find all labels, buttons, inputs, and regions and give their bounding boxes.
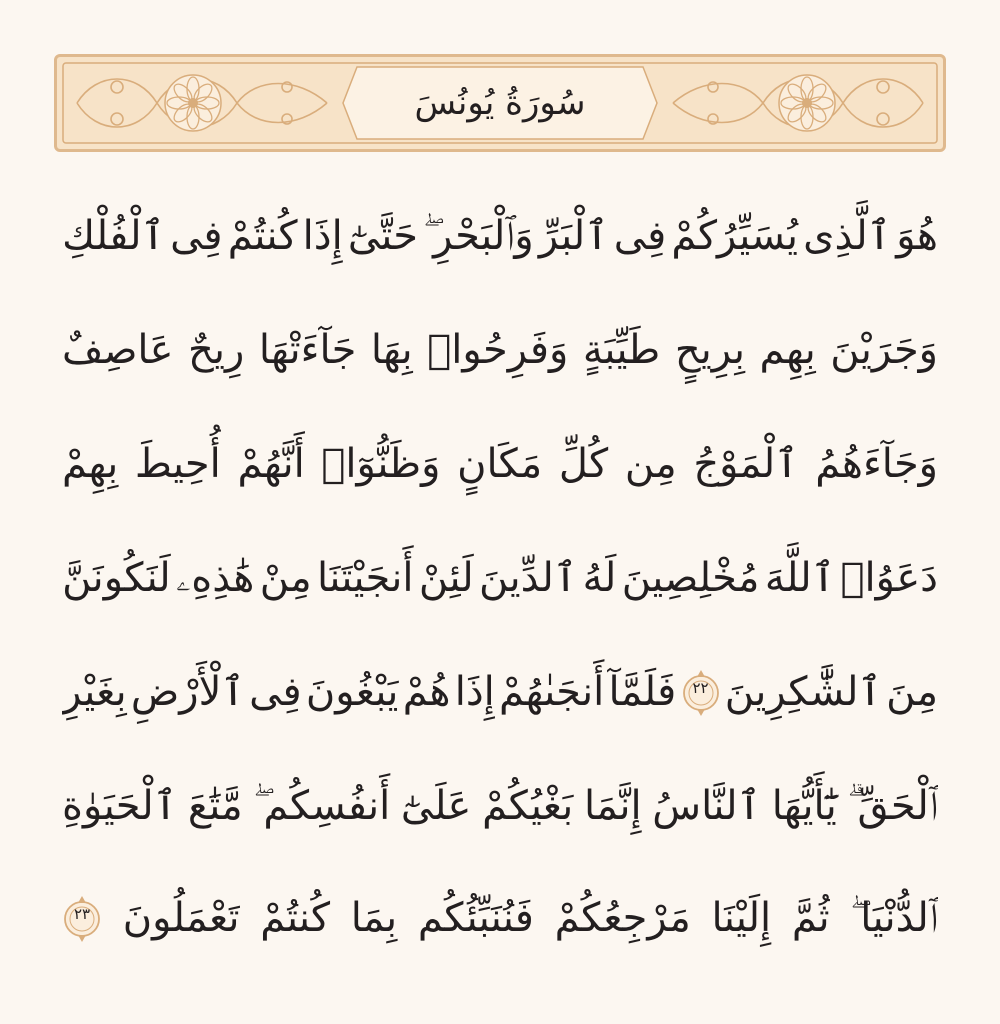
word: ٱلدِّينَ [479,555,578,601]
word: كُنتُمْ [260,895,331,941]
ayah-end-marker-icon [681,667,721,717]
word: ٱلْمَوْجُ [693,441,799,487]
word: أَنَّهُمْ [237,441,305,487]
word: لَئِنْ [418,555,474,601]
word: بِرِيحٍ [674,327,745,373]
word: ٱللَّهَ [764,555,836,601]
left-rosette-icon [165,75,221,131]
word: يَٰٓأَيُّهَا [771,783,837,829]
word: حَتَّىٰٓ [347,213,418,259]
surah-header-banner [54,54,946,152]
word: إِلَيْنَا [711,895,772,941]
text-line-3 [62,414,938,514]
word: كُلِّ [558,441,609,487]
word: ٱلْحَقِّ ۗ [847,783,938,829]
surah-title: سُورَةُ يُونُسَ [414,83,586,123]
word: مِن [624,441,677,487]
word: بَغْيُكُمْ [482,783,574,829]
word: لَهُ [582,555,617,601]
word: فِى [170,213,223,259]
word: ٱلدُّنْيَا ۖ [850,895,938,941]
word: بِهَا [370,327,413,373]
right-rosette-icon [779,75,835,131]
word: إِذَا [454,669,495,715]
word: مُخْلِصِينَ [621,555,760,601]
word: مَرْجِعُكُمْ [554,895,691,941]
word: فَنُنَبِّئُكُم [417,895,534,941]
word: تَعْمَلُونَ [122,895,240,941]
word: مَّتَٰعَ [187,783,243,829]
word: وَجَرَيْنَ [830,327,938,373]
text-line-6 [62,756,938,856]
word: عَاصِفٌ [62,327,174,373]
text-line-1 [62,186,938,286]
word: أُحِيطَ [134,441,221,487]
word: ثُمَّ [791,895,830,941]
word: بِمَا [350,895,398,941]
word: ٱلْحَيَوٰةِ [62,783,178,829]
word: بِهِم [759,327,816,373]
word: ٱلنَّاسُ [652,783,761,829]
ayah-end-marker-icon [62,893,102,943]
word: أَنفُسِكُم ۖ [253,783,391,829]
word: لَنَكُونَنَّ [62,555,171,601]
word: فِى [613,213,667,259]
word: مِنَ [886,669,938,715]
word: مَكَانٍ [457,441,543,487]
word: بِهِمْ [62,441,119,487]
word: أَنجَىٰهُمْ [499,669,605,715]
surah-title-box [412,63,588,143]
word: دَعَوُا۟ [840,555,938,601]
word: فِى [249,669,302,715]
word: فَلَمَّآ [608,669,677,715]
word: ٱلْبَرِّ [538,213,609,259]
word: أَنجَيْتَنَا [317,555,414,601]
word: إِذَا [302,213,343,259]
text-line-5 [62,642,938,742]
word: ٱلْأَرْضِ [130,669,245,715]
word: وَٱلْبَحْرِ ۖ [423,213,534,259]
word: رِيحٌ [188,327,245,373]
word: ٱلشَّٰكِرِينَ [724,669,882,715]
word: هَٰذِهِۦ [176,555,255,601]
word: جَآءَتْهَا [258,327,357,373]
word: هُوَ [896,213,938,259]
word: هُمْ [402,669,451,715]
word: مِنْ [259,555,312,601]
word: إِنَّمَا [584,783,642,829]
text-line-4 [62,528,938,628]
word: عَلَىٰٓ [400,783,472,829]
word: ٱلْفُلْكِ [62,213,165,259]
ayah-number: ٢٣ [73,905,91,923]
word: يُسَيِّرُكُمْ [671,213,799,259]
word: ٱلَّذِى [803,213,892,259]
text-line-2 [62,300,938,400]
ayah-number: ٢٢ [692,679,709,697]
word: يَبْغُونَ [305,669,399,715]
word: بِغَيْرِ [62,669,127,715]
word: وَجَآءَهُمُ [815,441,938,487]
word: طَيِّبَةٍ [582,327,661,373]
word: وَظَنُّوٓا۟ [321,441,441,487]
word: وَفَرِحُوا۟ [427,327,569,373]
word: كُنتُمْ [227,213,298,259]
text-line-7 [62,868,938,968]
